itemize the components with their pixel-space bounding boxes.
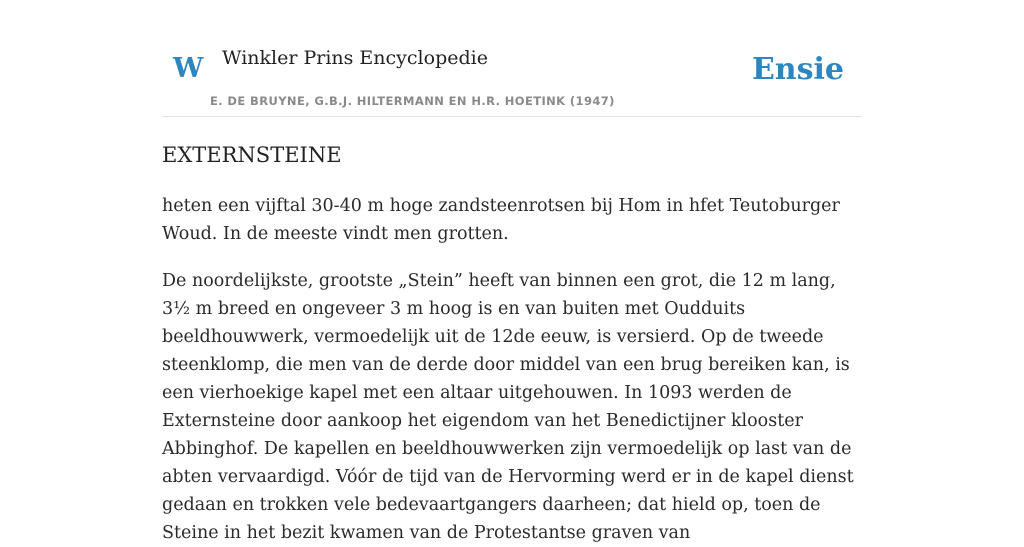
article [162, 138, 862, 547]
entry-title: EXTERNSTEINE [162, 143, 342, 167]
site-header [162, 0, 862, 117]
book-title[interactable]: Winkler Prins Encyclopedie [222, 47, 488, 69]
ensie-brand-logo[interactable]: Ensie [751, 52, 844, 87]
book-authors: E. DE BRUYNE, G.B.J. HILTERMANN EN H.R. HOETINK (1947) [210, 94, 615, 108]
article-paragraph: heten een vijftal 30-40 m hoge zandsteenrotsen bij Hom in hfet Teutoburger Woud. In de meeste vindt men grotten. [162, 196, 840, 244]
article-paragraph: De noordelijkste, grootste „Stein” heeft van binnen een grot, die 12 m lang, 3½ m breed en ongeveer 3 m hoog is en van buiten met Oudduits beeldhouwwerk, vermoedelijk uit de 12de eeuw, is versierd. Op de tweede steenklomp, die men van de derde door middel van een brug bereiken kan, is een vierhoekige kapel met een altaar uitgehouwen. In 1093 werden de Externsteine door aankoop het eigendom van het Benedictijner klooster Abbinghof. De kapellen en beeldhouwwerken zijn vermoedelijk op last van de abten vervaardigd. Vóór de tijd van de Hervorming werd er in de kapel dienst gedaan en trokken vele bedevaartgangers daarheen; dat hield op, toen de Steine in het bezit kwamen van de Protestantse graven van [162, 271, 854, 543]
winkler-prins-logo[interactable]: W [173, 53, 204, 84]
